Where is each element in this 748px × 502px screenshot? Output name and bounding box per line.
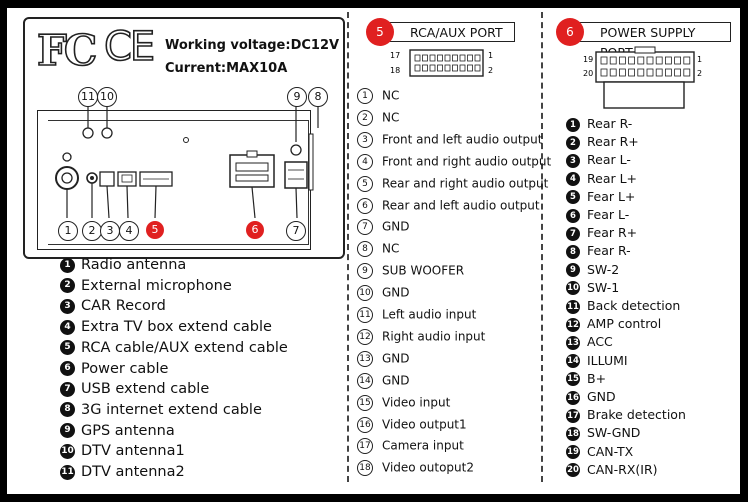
port-number-9: 9 bbox=[287, 87, 307, 107]
connector-pin bbox=[629, 57, 635, 64]
rca-pin-label: Camera input bbox=[382, 438, 464, 453]
rca-pin-number: 10 bbox=[357, 285, 373, 301]
legend-item bbox=[60, 423, 175, 439]
power-pin-number: 15 bbox=[567, 374, 579, 385]
legend-number: 3 bbox=[60, 299, 75, 314]
power-pin-number: 7 bbox=[566, 227, 580, 241]
connector-pin bbox=[445, 65, 450, 71]
usb-port bbox=[285, 162, 307, 188]
ce-logo: CE bbox=[104, 24, 154, 70]
rca-pin-number: 7 bbox=[357, 219, 373, 235]
rca-pin-label: Video input bbox=[382, 395, 451, 410]
rca-pin-row bbox=[357, 110, 399, 126]
rca-pin-number: 5 bbox=[357, 176, 373, 192]
port-number-2: 2 bbox=[82, 221, 102, 241]
rca-pin-row bbox=[357, 417, 467, 433]
rca-pin-number: 16 bbox=[357, 417, 373, 433]
power-pin-number: 13 bbox=[567, 337, 579, 348]
rca-pin-number: 9 bbox=[357, 263, 373, 279]
power-pin-number: 16 bbox=[567, 392, 579, 403]
rca-pin-number: 18 bbox=[357, 460, 373, 476]
legend-text: Extra TV box extend cable bbox=[81, 319, 272, 336]
rca-pin-number: 1 bbox=[357, 88, 373, 104]
connector-pin bbox=[453, 55, 458, 61]
connector-pin bbox=[601, 69, 607, 76]
power-pin-label: Fear R- bbox=[587, 243, 631, 259]
working-voltage: Working voltage:DC12V bbox=[165, 38, 340, 53]
rca-pin-number: 17 bbox=[357, 438, 373, 454]
rca-pin-number: 14 bbox=[357, 373, 373, 389]
power-pin-label: Rear R+ bbox=[587, 134, 639, 150]
power-pin-row bbox=[566, 444, 633, 460]
connector-pin bbox=[647, 57, 653, 64]
port-number-11: 11 bbox=[78, 87, 98, 107]
power-connector-icon bbox=[580, 44, 710, 116]
connector-pin bbox=[619, 57, 625, 64]
connector-pin bbox=[601, 57, 607, 64]
legend-item bbox=[60, 443, 185, 459]
rca-pin-label: Right audio input bbox=[382, 329, 486, 344]
power-pin-number: 2 bbox=[566, 136, 580, 150]
gps-antenna-port bbox=[291, 145, 301, 155]
power-pin-row bbox=[566, 316, 661, 332]
divider-right bbox=[541, 12, 543, 482]
legend-number: 4 bbox=[60, 320, 75, 335]
power-pin-number: 12 bbox=[567, 319, 579, 330]
legend-number: 1 bbox=[60, 258, 75, 273]
power-pin-row bbox=[566, 225, 637, 241]
connector-pin bbox=[656, 57, 662, 64]
port-number-5: 5 bbox=[146, 221, 164, 239]
power-pin-label: Fear L- bbox=[587, 207, 630, 222]
power-pin-label: SW-1 bbox=[587, 279, 620, 295]
power-pin-row bbox=[566, 462, 658, 478]
legend-number: 8 bbox=[60, 402, 75, 417]
rca-pin-row bbox=[357, 154, 551, 170]
power-conn-label-20: 20 bbox=[583, 69, 594, 78]
legend-item bbox=[60, 278, 232, 294]
connector-pin bbox=[415, 55, 420, 61]
legend-item bbox=[60, 464, 185, 480]
rca-pin-label: Rear and right audio output bbox=[382, 176, 549, 191]
power-pin-number: 18 bbox=[567, 428, 579, 439]
legend-text: CAR Record bbox=[81, 298, 166, 315]
rca-pin-label: Video output1 bbox=[382, 417, 467, 431]
power-pin-row bbox=[566, 407, 686, 423]
rca-conn-label-2: 2 bbox=[488, 66, 494, 75]
power-pin-row bbox=[566, 116, 632, 132]
connector-pin bbox=[629, 69, 635, 76]
connector-pin bbox=[460, 65, 465, 71]
power-pin-row bbox=[566, 389, 616, 405]
rca-pin-number: 8 bbox=[357, 241, 373, 257]
connector-pin bbox=[638, 69, 644, 76]
legend-item bbox=[60, 381, 209, 397]
power-pin-number: 10 bbox=[567, 283, 579, 294]
port-number-4: 4 bbox=[119, 221, 139, 241]
port-number-3: 3 bbox=[100, 221, 120, 241]
rca-conn-label-17: 17 bbox=[390, 51, 401, 60]
rca-pin-row bbox=[357, 241, 399, 257]
rca-pin-number: 13 bbox=[357, 351, 373, 367]
power-pin-row bbox=[566, 334, 613, 350]
port-number-10: 10 bbox=[97, 87, 117, 107]
connector-pin bbox=[610, 69, 616, 76]
dtv-antenna2-port bbox=[83, 128, 93, 138]
port-number-8: 8 bbox=[308, 87, 328, 107]
power-pin-label: CAN-TX bbox=[587, 443, 634, 459]
legend-text: Radio antenna bbox=[81, 257, 187, 273]
power-pin-row bbox=[566, 243, 631, 259]
power-pin-label: SW-2 bbox=[587, 261, 620, 277]
connector-pin bbox=[430, 65, 435, 71]
connector-pin bbox=[430, 55, 435, 61]
power-pin-label: GND bbox=[587, 389, 616, 404]
legend-item bbox=[60, 298, 166, 314]
connector-pin bbox=[665, 69, 671, 76]
power-pin-row bbox=[566, 189, 635, 205]
legend-text: RCA cable/AUX extend cable bbox=[81, 339, 288, 356]
power-pin-row bbox=[566, 134, 639, 150]
legend-item bbox=[60, 361, 168, 377]
legend-text: 3G internet extend cable bbox=[81, 401, 262, 418]
connector-pin bbox=[619, 69, 625, 76]
rca-pin-row bbox=[357, 373, 410, 389]
rca-port-badge: 5 bbox=[366, 18, 394, 46]
legend-text: DTV antenna1 bbox=[81, 443, 185, 460]
connector-pin bbox=[665, 57, 671, 64]
rca-pin-label: GND bbox=[382, 285, 410, 300]
legend-text: USB extend cable bbox=[81, 381, 210, 398]
rca-pin-number: 4 bbox=[357, 154, 373, 170]
power-pin-number: 14 bbox=[567, 356, 579, 367]
power-pin-label: AMP control bbox=[587, 316, 662, 332]
rca-pin-label: NC bbox=[382, 88, 400, 103]
power-pin-row bbox=[566, 371, 606, 387]
connector-pin bbox=[415, 65, 420, 71]
power-port-title: POWER SUPPLY bbox=[600, 25, 696, 40]
rca-pin-row bbox=[357, 329, 485, 345]
fcc-logo: FC bbox=[37, 26, 95, 75]
power-pin-number: 1 bbox=[566, 118, 580, 132]
power-conn-label-2: 2 bbox=[697, 69, 703, 78]
legend-number: 7 bbox=[60, 382, 75, 397]
power-pin-row bbox=[566, 298, 680, 314]
connector-pin bbox=[684, 69, 690, 76]
power-pin-label: ACC bbox=[587, 334, 613, 350]
rca-pin-row bbox=[357, 438, 464, 454]
power-pin-number: 4 bbox=[566, 172, 580, 186]
power-port-header bbox=[566, 22, 731, 42]
rca-conn-label-1: 1 bbox=[488, 51, 494, 60]
port-number-7: 7 bbox=[286, 221, 306, 241]
power-pin-number: 3 bbox=[566, 154, 580, 168]
power-pin-label: Rear L- bbox=[587, 152, 631, 168]
rca-pin-row bbox=[357, 219, 410, 235]
power-pin-label: CAN-RX(IR) bbox=[587, 461, 658, 477]
connector-pin bbox=[460, 55, 465, 61]
power-pin-number: 17 bbox=[567, 410, 579, 421]
divider-left bbox=[347, 12, 349, 482]
power-pin-label: Back detection bbox=[587, 298, 681, 313]
rca-pin-row bbox=[357, 307, 476, 323]
power-conn-label-19: 19 bbox=[583, 55, 594, 64]
legend-item bbox=[60, 340, 288, 356]
power-pin-number: 9 bbox=[566, 263, 580, 277]
connector-pin bbox=[475, 65, 480, 71]
rca-pin-number: 11 bbox=[357, 307, 373, 323]
power-pin-row bbox=[566, 280, 619, 296]
rca-pin-label: NC bbox=[382, 110, 400, 125]
legend-number: 5 bbox=[60, 340, 75, 355]
power-pin-label: Rear R- bbox=[587, 116, 633, 131]
tv-box-port bbox=[118, 172, 136, 186]
rca-port-header bbox=[376, 22, 515, 42]
power-conn-label-1: 1 bbox=[697, 55, 703, 64]
power-pin-label: B+ bbox=[587, 370, 607, 386]
power-pin-row bbox=[566, 152, 631, 168]
rca-pin-row bbox=[357, 198, 540, 214]
rca-pin-label: Left audio input bbox=[382, 307, 477, 322]
rca-pin-row bbox=[357, 132, 542, 148]
legend-text: External microphone bbox=[81, 277, 232, 294]
power-pin-number: 19 bbox=[567, 447, 579, 458]
connector-pin bbox=[423, 55, 428, 61]
power-port-badge: 6 bbox=[556, 18, 584, 46]
power-pin-row bbox=[566, 425, 640, 441]
legend-item bbox=[60, 319, 272, 335]
power-pin-row bbox=[566, 262, 619, 278]
rca-pin-row bbox=[357, 263, 464, 279]
connector-pin bbox=[610, 57, 616, 64]
legend-item bbox=[60, 402, 262, 418]
power-pin-number: 6 bbox=[566, 209, 580, 223]
rca-pin-row bbox=[357, 176, 548, 192]
legend-number: 10 bbox=[60, 444, 75, 459]
power-pin-number: 8 bbox=[566, 245, 580, 259]
connector-pin bbox=[656, 69, 662, 76]
legend-text: Power cable bbox=[81, 360, 169, 377]
rca-pin-label: Front and left audio output bbox=[382, 132, 543, 147]
legend-number: 9 bbox=[60, 423, 75, 438]
rca-pin-number: 12 bbox=[357, 329, 373, 345]
rca-pin-label: GND bbox=[382, 373, 410, 388]
power-pin-label: Fear R+ bbox=[587, 225, 638, 241]
rca-pin-label: GND bbox=[382, 351, 410, 366]
car-record-port bbox=[100, 172, 114, 186]
connector-pin bbox=[475, 55, 480, 61]
legend-number: 11 bbox=[60, 465, 75, 480]
power-pin-number: 20 bbox=[567, 465, 579, 476]
power-pin-row bbox=[566, 207, 629, 223]
power-pin-label: Fear L+ bbox=[587, 188, 636, 204]
rca-pin-number: 6 bbox=[357, 198, 373, 214]
power-pin-label: Brake detection bbox=[587, 407, 686, 423]
connector-pin bbox=[438, 55, 443, 61]
port-number-6: 6 bbox=[246, 221, 264, 239]
connector-pin bbox=[438, 65, 443, 71]
connector-pin bbox=[675, 57, 681, 64]
power-pin-number: 11 bbox=[567, 301, 579, 312]
connector-pin bbox=[453, 65, 458, 71]
power-pin-number: 5 bbox=[566, 190, 580, 204]
connector-pin bbox=[647, 69, 653, 76]
rca-pin-row bbox=[357, 88, 399, 104]
rca-pin-number: 3 bbox=[357, 132, 373, 148]
port-number-1: 1 bbox=[58, 221, 78, 241]
legend-item bbox=[60, 257, 186, 273]
rca-pin-row bbox=[357, 351, 410, 367]
max-current: Current:MAX10A bbox=[165, 61, 288, 76]
legend-text: GPS antenna bbox=[81, 422, 175, 439]
rca-pin-label: GND bbox=[382, 219, 410, 234]
power-pin-label: ILLUMI bbox=[587, 352, 628, 368]
rca-conn-label-18: 18 bbox=[390, 66, 401, 75]
power-pin-row bbox=[566, 353, 628, 369]
rca-pin-number: 15 bbox=[357, 395, 373, 411]
rca-pin-label: Front and right audio output bbox=[382, 154, 552, 169]
rca-pin-label: NC bbox=[382, 241, 400, 256]
rca-port-title: RCA/AUX PORT bbox=[410, 25, 503, 40]
connector-pin bbox=[445, 55, 450, 61]
power-pin-label: SW-GND bbox=[587, 425, 641, 441]
connector-pin bbox=[684, 57, 690, 64]
rca-pin-number: 2 bbox=[357, 110, 373, 126]
dtv-antenna1-port bbox=[102, 128, 112, 138]
rca-pin-row bbox=[357, 460, 474, 476]
connector-pin bbox=[638, 57, 644, 64]
connector-pin bbox=[675, 69, 681, 76]
connector-drawing bbox=[37, 100, 327, 240]
power-pin-row bbox=[566, 171, 637, 187]
rca-pin-label: Rear and left audio output bbox=[382, 198, 540, 212]
rca-pin-row bbox=[357, 395, 450, 411]
legend-number: 6 bbox=[60, 361, 75, 376]
rca-pin-label: SUB WOOFER bbox=[382, 263, 465, 278]
power-pin-label: Rear L+ bbox=[587, 170, 638, 186]
rca-pin-label: Video outoput2 bbox=[382, 460, 474, 475]
rca-pin-row bbox=[357, 285, 410, 301]
connector-pin bbox=[468, 55, 473, 61]
legend-number: 2 bbox=[60, 278, 75, 293]
connector-pin bbox=[423, 65, 428, 71]
legend-text: DTV antenna2 bbox=[81, 464, 185, 480]
connector-pin bbox=[468, 65, 473, 71]
